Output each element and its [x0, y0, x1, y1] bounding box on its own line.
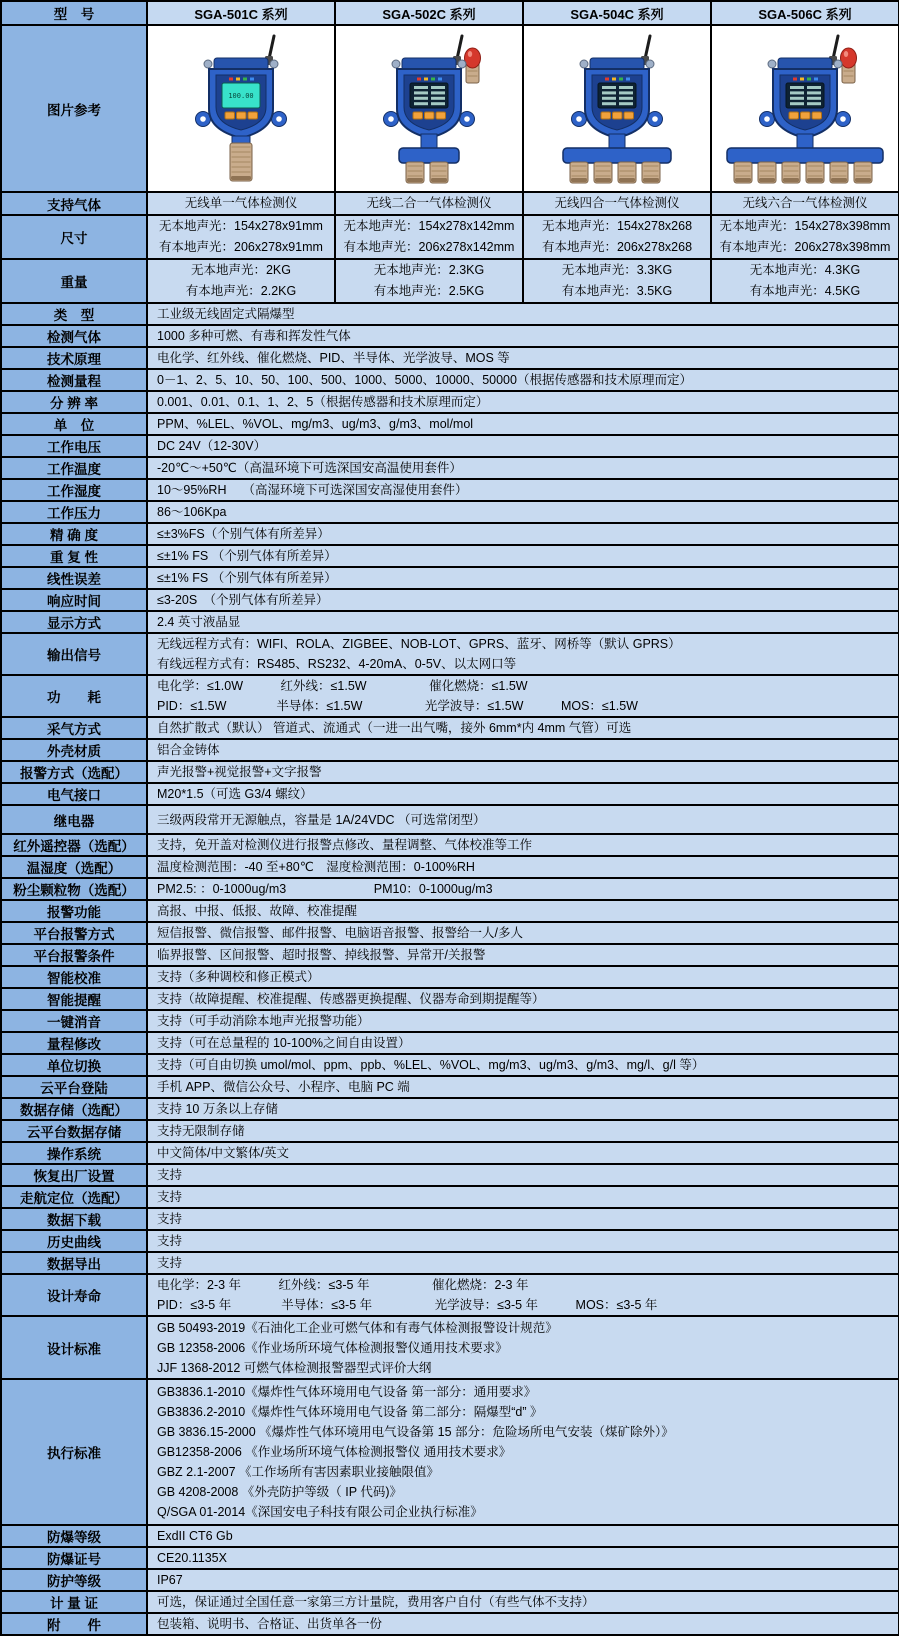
spec-value-line: GB 12358-2006《作业场所环境气体检测报警仪通用技术要求》	[157, 1340, 508, 1355]
spec-row	[1, 1613, 899, 1635]
spec-value-line: GB 3836.15-2000 《爆炸性气体环境用电气设备第 15 部分：危险场所电气安装（煤矿除外）》	[157, 1425, 674, 1439]
spec-value-cell	[147, 1525, 899, 1547]
spec-row	[1, 545, 899, 567]
compare-value-line: 无线单一气体检测仪	[184, 196, 298, 210]
spec-value-cell	[147, 988, 899, 1010]
spec-row	[1, 922, 899, 944]
row-label: 尺寸	[1, 215, 147, 259]
spec-row	[1, 479, 899, 501]
spec-value-cell	[147, 1547, 899, 1569]
spec-value-cell	[147, 856, 899, 878]
spec-value-cell	[147, 761, 899, 783]
row-label: 检测量程	[1, 369, 147, 391]
row-label: 显示方式	[1, 611, 147, 633]
row-label: 智能校准	[1, 966, 147, 988]
model-name: SGA-502C 系列	[335, 1, 523, 25]
spec-row	[1, 944, 899, 966]
row-label: 数据存储（选配）	[1, 1098, 147, 1120]
spec-value-line: GB3836.2-2010《爆炸性气体环境用电气设备 第二部分：隔爆型“d” 》	[157, 1405, 543, 1419]
product-image-cell	[147, 25, 335, 192]
spec-value-cell	[147, 1098, 899, 1120]
compare-value-line: 无本地声光：154x278x268	[541, 219, 693, 233]
spec-value-line: 短信报警、微信报警、邮件报警、电脑语音报警、报警给一人/多人	[157, 926, 523, 940]
spec-value-line: 包装箱、说明书、合格证、出货单各一份	[157, 1617, 383, 1631]
compare-value-line: 无本地声光：154x278x91mm	[159, 219, 323, 233]
spec-value-line: 临界报警、区间报警、超时报警、掉线报警、异常开/关报警	[157, 948, 486, 962]
spec-value-line: 1000 多种可燃、有毒和挥发性气体	[157, 329, 351, 343]
row-label: 量程修改	[1, 1032, 147, 1054]
spec-value-line: 支持	[157, 1234, 183, 1248]
spec-row	[1, 988, 899, 1010]
row-label: 响应时间	[1, 589, 147, 611]
spec-row	[1, 900, 899, 922]
spec-value-line: 0.001、0.01、0.1、1、2、5（根据传感器和技术原理而定）	[157, 395, 489, 409]
spec-value-line: 支持 10 万条以上存储	[157, 1102, 278, 1116]
spec-value-line: 工业级无线固定式隔爆型	[157, 307, 295, 321]
spec-value-line: 高报、中报、低报、故障、校准提醒	[157, 904, 358, 918]
spec-value-cell	[147, 783, 899, 805]
spec-row	[1, 457, 899, 479]
spec-value-line: 电化学、红外线、催化燃烧、PID、半导体、光学波导、MOS 等	[157, 351, 510, 365]
spec-row	[1, 1274, 899, 1316]
sga-504c-detector-image	[528, 33, 706, 185]
spec-row	[1, 675, 899, 717]
compare-value-line: 有本地声光：206x278x142mm	[343, 240, 515, 254]
spec-row	[1, 1142, 899, 1164]
spec-row	[1, 435, 899, 457]
spec-value-line: PPM、%LEL、%VOL、mg/m3、ug/m3、g/m3、mol/mol	[157, 417, 474, 431]
compare-value-cell	[335, 215, 523, 259]
compare-value-line: 无本地声光：154x278x398mm	[719, 219, 891, 233]
row-label: 支持气体	[1, 192, 147, 215]
spec-value-line: PID：≤3-5 年 半导体：≤3-5 年 光学波导：≤3-5 年 MOS：≤3-5 年	[157, 1298, 658, 1312]
spec-table-body	[1, 1, 899, 1635]
spec-value-line: GBZ 2.1-2007 《工作场所有害因素职业接触限值》	[157, 1465, 439, 1479]
spec-value-cell	[147, 347, 899, 369]
spec-value-line: 支持（可自由切换 umol/mol、ppm、ppb、%LEL、%VOL、mg/m3、ug/m3、g/m3、mg/l、g/l 等）	[157, 1058, 705, 1072]
spec-value-line: ≤3-20S （个别气体有所差异）	[157, 593, 329, 607]
spec-value-cell	[147, 589, 899, 611]
compare-value-line: 有本地声光：206x278x91mm	[159, 240, 323, 254]
spec-value-cell	[147, 1591, 899, 1613]
compare-value-cell	[147, 259, 335, 303]
row-label: 功 耗	[1, 675, 147, 717]
spec-row	[1, 1076, 899, 1098]
spec-value-line: M20*1.5（可选 G3/4 螺纹）	[157, 787, 313, 801]
row-label: 检测气体	[1, 325, 147, 347]
spec-value-cell	[147, 966, 899, 988]
sga-501c-detector-image	[152, 33, 330, 185]
spec-value-line: ≤±3%FS（个别气体有所差异）	[157, 527, 330, 541]
row-label: 防爆等级	[1, 1525, 147, 1547]
row-label: 单位切换	[1, 1054, 147, 1076]
spec-row	[1, 834, 899, 856]
compare-value-cell	[711, 192, 899, 215]
row-label: 红外遥控器（选配）	[1, 834, 147, 856]
spec-row	[1, 1010, 899, 1032]
compare-value-line: 有本地声光：2.5KG	[373, 284, 485, 298]
spec-value-cell	[147, 675, 899, 717]
compare-value-line: 有本地声光：206x278x268	[541, 240, 693, 254]
spec-value-cell	[147, 1230, 899, 1252]
row-label: 线性误差	[1, 567, 147, 589]
spec-row	[1, 1379, 899, 1525]
spec-row	[1, 1208, 899, 1230]
spec-row	[1, 567, 899, 589]
spec-value-line: 支持	[157, 1190, 183, 1204]
compare-value-line: 无本地声光：154x278x142mm	[343, 219, 515, 233]
compare-value-line: 有本地声光：3.5KG	[561, 284, 673, 298]
spec-value-line: DC 24V（12-30V）	[157, 439, 267, 453]
row-label: 防护等级	[1, 1569, 147, 1591]
row-label: 数据导出	[1, 1252, 147, 1274]
compare-value-cell	[523, 215, 711, 259]
model-name: SGA-504C 系列	[523, 1, 711, 25]
compare-value-line: 无本地声光：2.3KG	[373, 263, 485, 277]
row-label: 外壳材质	[1, 739, 147, 761]
row-label: 防爆证号	[1, 1547, 147, 1569]
row-label: 云平台登陆	[1, 1076, 147, 1098]
row-label: 执行标准	[1, 1379, 147, 1525]
spec-row	[1, 347, 899, 369]
row-label: 恢复出厂设置	[1, 1164, 147, 1186]
spec-value-line: 电化学：≤1.0W 红外线：≤1.5W 催化燃烧：≤1.5W	[157, 679, 528, 693]
spec-value-cell	[147, 1142, 899, 1164]
spec-row	[1, 369, 899, 391]
spec-value-cell	[147, 479, 899, 501]
spec-value-cell	[147, 1120, 899, 1142]
sga-506c-detector-image	[716, 33, 894, 185]
spec-row	[1, 589, 899, 611]
spec-value-cell	[147, 523, 899, 545]
spec-value-line: Q/SGA 01-2014《深国安电子科技有限公司企业执行标准》	[157, 1505, 483, 1519]
row-label: 重量	[1, 259, 147, 303]
spec-value-cell	[147, 805, 899, 834]
row-label: 工作压力	[1, 501, 147, 523]
spec-row	[1, 878, 899, 900]
compare-value-cell	[711, 215, 899, 259]
spec-value-cell	[147, 739, 899, 761]
spec-value-cell	[147, 1010, 899, 1032]
spec-value-cell	[147, 413, 899, 435]
spec-row	[1, 303, 899, 325]
row-label: 单 位	[1, 413, 147, 435]
spec-row	[1, 1252, 899, 1274]
spec-value-cell	[147, 900, 899, 922]
spec-row	[1, 783, 899, 805]
spec-value-cell	[147, 1569, 899, 1591]
spec-value-cell	[147, 435, 899, 457]
compare-value-line: 无本地声光：2KG	[190, 263, 291, 277]
row-label: 型 号	[1, 1, 147, 25]
spec-row	[1, 739, 899, 761]
spec-row	[1, 856, 899, 878]
spec-value-line: GB 50493-2019《石油化工企业可燃气体和有毒气体检测报警设计规范》	[157, 1320, 558, 1335]
compare-row	[1, 215, 899, 259]
spec-value-line: 支持（可手动消除本地声光报警功能）	[157, 1014, 370, 1028]
row-label: 精 确 度	[1, 523, 147, 545]
row-label: 云平台数据存储	[1, 1120, 147, 1142]
model-name: SGA-506C 系列	[711, 1, 899, 25]
row-label: 设计寿命	[1, 1274, 147, 1316]
spec-value-cell	[147, 1316, 899, 1379]
row-label: 重 复 性	[1, 545, 147, 567]
compare-value-cell	[523, 192, 711, 215]
spec-row	[1, 633, 899, 675]
spec-row	[1, 1186, 899, 1208]
row-label: 粉尘颗粒物（选配）	[1, 878, 147, 900]
svg-text:100.00: 100.00	[228, 91, 254, 100]
spec-row	[1, 1569, 899, 1591]
compare-value-line: 无线四合一气体检测仪	[554, 196, 680, 210]
product-image-cell	[711, 25, 899, 192]
spec-row	[1, 1525, 899, 1547]
row-label: 分 辨 率	[1, 391, 147, 413]
spec-value-cell	[147, 391, 899, 413]
compare-value-cell	[147, 192, 335, 215]
spec-value-line: 可选，保证通过全国任意一家第三方计量院，费用客户自付（有些气体不支持）	[157, 1595, 595, 1609]
compare-value-line: 有本地声光：2.2KG	[185, 284, 297, 298]
spec-value-cell	[147, 369, 899, 391]
sga-502c-detector-image	[340, 33, 518, 185]
spec-row	[1, 1032, 899, 1054]
spec-row	[1, 325, 899, 347]
compare-value-cell	[523, 259, 711, 303]
spec-value-line: 86～106Kpa	[157, 505, 227, 519]
compare-row	[1, 192, 899, 215]
spec-value-cell	[147, 545, 899, 567]
spec-value-line: GB3836.1-2010《爆炸性气体环境用电气设备 第一部分：通用要求》	[157, 1385, 537, 1399]
spec-value-line: 10～95%RH （高湿环境下可选深国安高湿使用套件）	[157, 483, 468, 497]
spec-value-cell	[147, 325, 899, 347]
row-label: 设计标准	[1, 1316, 147, 1379]
spec-value-cell	[147, 1186, 899, 1208]
compare-value-line: 无本地声光：3.3KG	[561, 263, 673, 277]
spec-value-cell	[147, 834, 899, 856]
row-label: 工作温度	[1, 457, 147, 479]
spec-row	[1, 413, 899, 435]
spec-value-cell	[147, 457, 899, 479]
spec-value-cell	[147, 633, 899, 675]
spec-value-line: 温度检测范围：-40 至+80℃ 湿度检测范围：0-100%RH	[157, 860, 475, 874]
spec-value-line: 手机 APP、微信公众号、小程序、电脑 PC 端	[157, 1080, 410, 1094]
spec-value-cell	[147, 944, 899, 966]
spec-value-line: CE20.1135X	[157, 1551, 227, 1565]
spec-row	[1, 1098, 899, 1120]
row-label: 走航定位（选配）	[1, 1186, 147, 1208]
row-label: 输出信号	[1, 633, 147, 675]
spec-row	[1, 761, 899, 783]
spec-value-line: 电化学：2-3 年 红外线：≤3-5 年 催化燃烧：2-3 年	[157, 1278, 529, 1292]
product-image-cell	[523, 25, 711, 192]
spec-value-line: -20℃～+50℃（高温环境下可选深国安高温使用套件）	[157, 461, 462, 475]
spec-row	[1, 1316, 899, 1379]
row-label: 采气方式	[1, 717, 147, 739]
spec-row	[1, 523, 899, 545]
row-label: 历史曲线	[1, 1230, 147, 1252]
spec-row	[1, 1164, 899, 1186]
row-label: 平台报警条件	[1, 944, 147, 966]
spec-value-cell	[147, 303, 899, 325]
compare-value-cell	[335, 259, 523, 303]
row-label: 温湿度（选配）	[1, 856, 147, 878]
row-label: 报警功能	[1, 900, 147, 922]
row-label: 继电器	[1, 805, 147, 834]
spec-value-line: IP67	[157, 1573, 183, 1587]
spec-value-line: GB 4208-2008 《外壳防护等级（ IP 代码)》	[157, 1485, 402, 1499]
spec-value-line: 2.4 英寸液晶显	[157, 615, 241, 629]
spec-row	[1, 611, 899, 633]
compare-value-line: 无线六合一气体检测仪	[742, 196, 868, 210]
spec-value-cell	[147, 611, 899, 633]
row-label: 计 量 证	[1, 1591, 147, 1613]
spec-value-line: 0－1、2、5、10、50、100、500、1000、5000、10000、50000（根据传感器和技术原理而定）	[157, 373, 692, 387]
spec-value-cell	[147, 1032, 899, 1054]
row-label: 图片参考	[1, 25, 147, 192]
spec-value-cell	[147, 1076, 899, 1098]
spec-value-line: ≤±1% FS （个别气体有所差异）	[157, 571, 337, 585]
spec-value-line: 三级两段常开无源触点，容量是 1A/24VDC （可选常闭型）	[157, 812, 486, 827]
spec-row	[1, 501, 899, 523]
spec-row	[1, 1591, 899, 1613]
compare-value-cell	[147, 215, 335, 259]
spec-value-line: 自然扩散式（默认） 管道式、流通式（一进一出气嘴，接外 6mm*内 4mm 气管）可选	[157, 721, 632, 735]
compare-value-line: 无本地声光：4.3KG	[749, 263, 861, 277]
spec-row	[1, 1230, 899, 1252]
spec-value-line: PID：≤1.5W 半导体：≤1.5W 光学波导：≤1.5W MOS：≤1.5W	[157, 699, 638, 713]
spec-value-line: 支持	[157, 1168, 183, 1182]
compare-row	[1, 259, 899, 303]
spec-value-cell	[147, 567, 899, 589]
spec-value-line: 支持（可在总量程的 10-100%之间自由设置）	[157, 1036, 411, 1050]
spec-value-line: GB12358-2006 《作业场所环境气体检测报警仪 通用技术要求》	[157, 1445, 512, 1459]
row-label: 类 型	[1, 303, 147, 325]
spec-value-line: 无线远程方式有：WIFI、ROLA、ZIGBEE、NOB-LOT、GPRS、蓝牙、网桥等（默认 GPRS）	[157, 637, 681, 651]
spec-value-line: ExdII CT6 Gb	[157, 1529, 233, 1543]
spec-value-line: 声光报警+视觉报警+文字报警	[157, 765, 322, 779]
spec-value-cell	[147, 501, 899, 523]
compare-value-line: 有本地声光：4.5KG	[749, 284, 861, 298]
row-label: 报警方式（选配）	[1, 761, 147, 783]
compare-value-line: 无线二合一气体检测仪	[366, 196, 492, 210]
spec-value-cell	[147, 1054, 899, 1076]
spec-value-cell	[147, 1252, 899, 1274]
spec-value-line: PM2.5: ：0-1000ug/m3 PM10：0-1000ug/m3	[157, 882, 493, 896]
row-label: 智能提醒	[1, 988, 147, 1010]
row-label: 附 件	[1, 1613, 147, 1635]
spec-value-line: 铝合金铸体	[157, 743, 220, 757]
spec-row	[1, 966, 899, 988]
row-label: 一键消音	[1, 1010, 147, 1032]
spec-row	[1, 805, 899, 834]
row-label: 数据下载	[1, 1208, 147, 1230]
spec-value-cell	[147, 1379, 899, 1525]
spec-row	[1, 1054, 899, 1076]
spec-row	[1, 391, 899, 413]
row-label: 操作系统	[1, 1142, 147, 1164]
spec-value-cell	[147, 1164, 899, 1186]
product-image-cell	[335, 25, 523, 192]
spec-value-line: ≤±1% FS （个别气体有所差异）	[157, 549, 337, 563]
compare-value-cell	[711, 259, 899, 303]
spec-value-cell	[147, 878, 899, 900]
compare-value-cell	[335, 192, 523, 215]
spec-value-cell	[147, 1613, 899, 1635]
spec-value-line: 有线远程方式有：RS485、RS232、4-20mA、0-5V、以太网口等	[157, 657, 517, 671]
spec-value-cell	[147, 1274, 899, 1316]
model-header-row	[1, 1, 899, 25]
spec-value-line: 中文简体/中文繁体/英文	[157, 1146, 289, 1160]
row-label: 平台报警方式	[1, 922, 147, 944]
spec-row	[1, 1120, 899, 1142]
spec-value-line: 支持，免开盖对检测仪进行报警点修改、量程调整、气体校准等工作	[157, 838, 533, 852]
spec-value-line: JJF 1368-2012 可燃气体检测报警器型式评价大纲	[157, 1360, 432, 1375]
spec-value-cell	[147, 922, 899, 944]
spec-value-cell	[147, 717, 899, 739]
spec-row	[1, 1547, 899, 1569]
compare-value-line: 有本地声光：206x278x398mm	[719, 240, 891, 254]
row-label: 技术原理	[1, 347, 147, 369]
row-label: 工作电压	[1, 435, 147, 457]
product-image-row	[1, 25, 899, 192]
spec-value-line: 支持（多种调校和修正模式）	[157, 970, 320, 984]
spec-row	[1, 717, 899, 739]
spec-value-line: 支持（故障提醒、校准提醒、传感器更换提醒、仪器寿命到期提醒等）	[157, 992, 545, 1006]
row-label: 电气接口	[1, 783, 147, 805]
spec-value-line: 支持	[157, 1212, 183, 1226]
model-name: SGA-501C 系列	[147, 1, 335, 25]
spec-value-line: 支持	[157, 1256, 183, 1270]
row-label: 工作湿度	[1, 479, 147, 501]
spec-value-line: 支持无限制存储	[157, 1124, 245, 1138]
spec-value-cell	[147, 1208, 899, 1230]
